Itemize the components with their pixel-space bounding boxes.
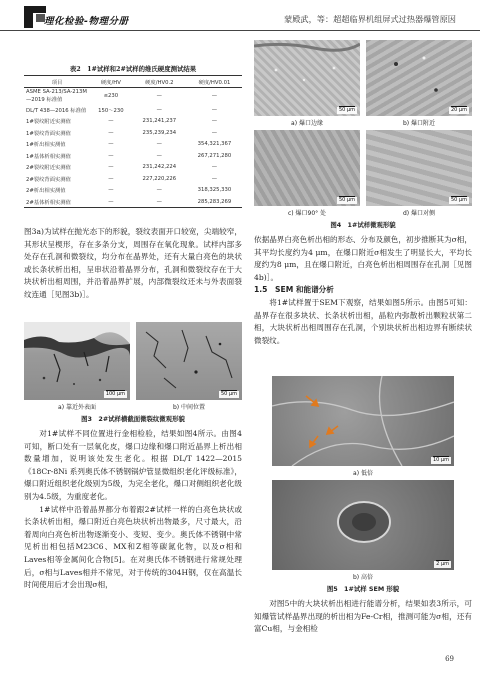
page-number: 69 xyxy=(445,655,454,663)
paragraph: 对1#试样不同位置进行金相检验，结果如图4所示。由图4可知，断口处有一层氧化皮，爆口边缘和爆口附近晶界上析出相数量增加，说明该处发生老化。根据 DL/T 1422—2015《18Cr-8Ni 系列奥氏体不锈钢锅炉管显微组织老化评级标准》，爆口附近组织老化级别为5级，为完全老化，爆口对侧组织老化级别为4.5级，为重度老化。 xyxy=(24,429,242,501)
table-row xyxy=(24,88,242,105)
hardness-table xyxy=(24,75,242,208)
table-cell: 318,325,330 xyxy=(197,187,232,194)
table-cell: — xyxy=(211,175,218,182)
paragraph: 依据晶界白亮色析出相的形态、分布及颜色，初步推断其为σ相，其平均长度约为4 μm，在爆口附近σ相发生了明显长大，平均长度约为8 μm，且在爆口附近，白亮色析出相周围存在孔洞［见图4b)］。 xyxy=(254,235,472,282)
scale-bar: 10 μm xyxy=(432,457,449,463)
subcaption: a) 爆口边缘 xyxy=(291,120,323,127)
table-cell: — xyxy=(211,164,218,171)
subcaption: a) 低倍 xyxy=(353,470,373,477)
table-row xyxy=(24,185,242,197)
table-cell: — xyxy=(108,187,114,194)
table-cell: — xyxy=(156,106,162,113)
table-cell: 1#裂纹背面实测值 xyxy=(26,130,71,137)
table-cell: 231,241,237 xyxy=(142,118,177,125)
table-row xyxy=(24,150,242,162)
sem-high-magnification xyxy=(272,480,454,570)
table-cell: — xyxy=(211,129,218,136)
table-cell: ≤230 xyxy=(103,93,119,99)
header-rule xyxy=(0,30,480,31)
table-cell: — xyxy=(132,196,187,208)
scale-bar: 50 μm xyxy=(220,391,237,397)
table-header: 项目 xyxy=(24,76,90,88)
sem-low-magnification xyxy=(272,376,454,466)
table-cell: — xyxy=(108,118,114,125)
table-row xyxy=(24,104,242,116)
table-row xyxy=(24,116,242,128)
journal-title: 理化检验-物理分册 xyxy=(44,16,129,27)
micrograph-fracture-edge xyxy=(254,40,360,116)
table-cell: — xyxy=(156,187,162,194)
scale-bar: 20 μm xyxy=(450,107,467,113)
table-header: 硬度/HV xyxy=(90,76,132,88)
micrograph-middle xyxy=(136,322,242,400)
table-cell: 2#裂纹背面实测值 xyxy=(26,176,71,183)
table-cell: — xyxy=(108,175,114,182)
table-cell: 2#析出相实测值 xyxy=(26,188,66,195)
table-cell: — xyxy=(156,141,162,148)
table-cell: — xyxy=(156,152,162,159)
micrograph-opposite-side xyxy=(366,130,472,206)
table-row xyxy=(24,127,242,139)
subcaption: d) 爆口对侧 xyxy=(402,210,436,217)
table-cell: 1#析出相实测值 xyxy=(26,142,66,149)
table-header: 硬度/HV0.2 xyxy=(132,76,187,88)
table-cell: 285,283,269 xyxy=(187,196,242,208)
table-cell: — xyxy=(108,152,114,159)
table-cell: — xyxy=(211,118,218,125)
table-cell: — xyxy=(211,106,218,113)
body-text-left-bottom xyxy=(24,428,242,592)
table-cell: — xyxy=(156,93,162,99)
running-header-authors: 蒙殿武，等：超超临界机组屏式过热器爆管原因 xyxy=(284,14,456,24)
subcaption: c) 爆口90° 处 xyxy=(287,210,327,217)
table-cell: 150～230 xyxy=(98,107,124,114)
table-cell: ASME SA-213/SA-213M—2019 标准值 xyxy=(26,89,87,103)
table-cell: — xyxy=(108,164,114,171)
scale-bar: 100 μm xyxy=(105,391,125,397)
subcaption: b) 高倍 xyxy=(352,574,374,581)
table-caption: 表2 1#试样和2#试样的维氏硬度测试结果 xyxy=(69,65,197,73)
table-cell: 1#裂纹附近实测值 xyxy=(26,119,71,126)
table-row xyxy=(24,162,242,174)
table-cell: 235,239,234 xyxy=(142,129,177,136)
table-row xyxy=(24,173,242,185)
figure-caption: 图5 1#试样 SEM 形貌 xyxy=(326,585,400,593)
table-cell: 2#基体析相实测值 xyxy=(24,196,90,208)
table-row xyxy=(24,139,242,151)
paragraph: 将1#试样置于SEM下观察，结果如图5所示。由图5可知：晶界存在很多块状、长条状析出相，晶粒内弥散析出颗粒状第二相，大块状析出相周围存在孔洞，个别块状析出相边界有断续状微裂纹。 xyxy=(254,297,472,345)
table-cell: — xyxy=(108,141,114,148)
paragraph: 图3a)为试样在抛光态下的形貌，裂纹表面开口较宽，尖端较窄，其形状呈楔形，存在多条分支，周围存在氧化现象。试样内部多处存在孔洞和微裂纹，均分布在晶界处，还有大量白亮色的块状或长条状析出相，呈串状沿着晶界分布，孔洞和微裂纹存在于大块状析出相周围，并沿着晶界扩展，内部微裂纹还未与外表面裂纹连通［见图3b)］。 xyxy=(24,227,242,299)
table-row xyxy=(24,196,242,208)
paragraph: 对图5中的大块状析出相进行能谱分析，结果如表3所示，可知爆管试样晶界出现的析出相为Fe-Cr相，推测可能为σ相，还有富Cu相，与金相检 xyxy=(254,599,472,634)
micrograph-near-fracture xyxy=(366,40,472,116)
table-cell: — xyxy=(90,196,132,208)
section-heading: 1.5 SEM 和能谱分析 xyxy=(254,285,334,295)
table-cell: 354,321,367 xyxy=(197,141,232,148)
figure-caption: 图4 1#试样微观形貌 xyxy=(330,221,396,229)
body-text-left-top xyxy=(24,226,242,302)
table-cell: 2#裂纹附近实测值 xyxy=(26,165,71,172)
table-cell: 1#基体析相实测值 xyxy=(26,153,71,160)
table-header: 硬度/HV0.01 xyxy=(187,76,242,88)
table-cell: 231,242,224 xyxy=(142,164,177,171)
subcaption: a) 靠近外表面 xyxy=(58,404,96,411)
subcaption: b) 爆口附近 xyxy=(402,120,436,127)
micrograph-90-degree xyxy=(254,130,360,206)
figure-caption: 图3 2#试样横截面微裂纹微观形貌 xyxy=(81,415,185,423)
table-cell: 227,220,226 xyxy=(142,175,177,182)
scale-bar: 50 μm xyxy=(338,107,355,113)
table-cell: — xyxy=(108,129,114,136)
subcaption: b) 中间位置 xyxy=(172,404,206,411)
body-text-right-bottom xyxy=(254,598,472,636)
paragraph: 1#试样中沿着晶界都分布着跟2#试样一样的白亮色块状或长条状析出相，爆口附近白亮色块状析出物最多，尺寸最大，沿着周向白亮色析出物逐渐变小、变短、变少。奥氏体不锈钢中常见析出相包括M23C6、MX和Z相等碳氮化物，以及σ相和Laves相等金属间化合物[5]。在对奥氏体不锈钢进行常规处理后，σ相与Laves相并不常见，对于传统的304H钢，仅在高温长时间使用后才会出现σ相， xyxy=(24,504,242,590)
scale-bar: 50 μm xyxy=(338,197,355,203)
scale-bar: 50 μm xyxy=(450,197,467,203)
body-text-right-mid xyxy=(254,234,472,347)
table-cell: 267,271,280 xyxy=(197,152,232,159)
scale-bar: 2 μm xyxy=(436,561,449,567)
table-cell: — xyxy=(211,93,218,99)
micrograph-near-surface xyxy=(24,322,130,400)
table-cell: DL/T 438—2016 标准值 xyxy=(26,107,87,114)
